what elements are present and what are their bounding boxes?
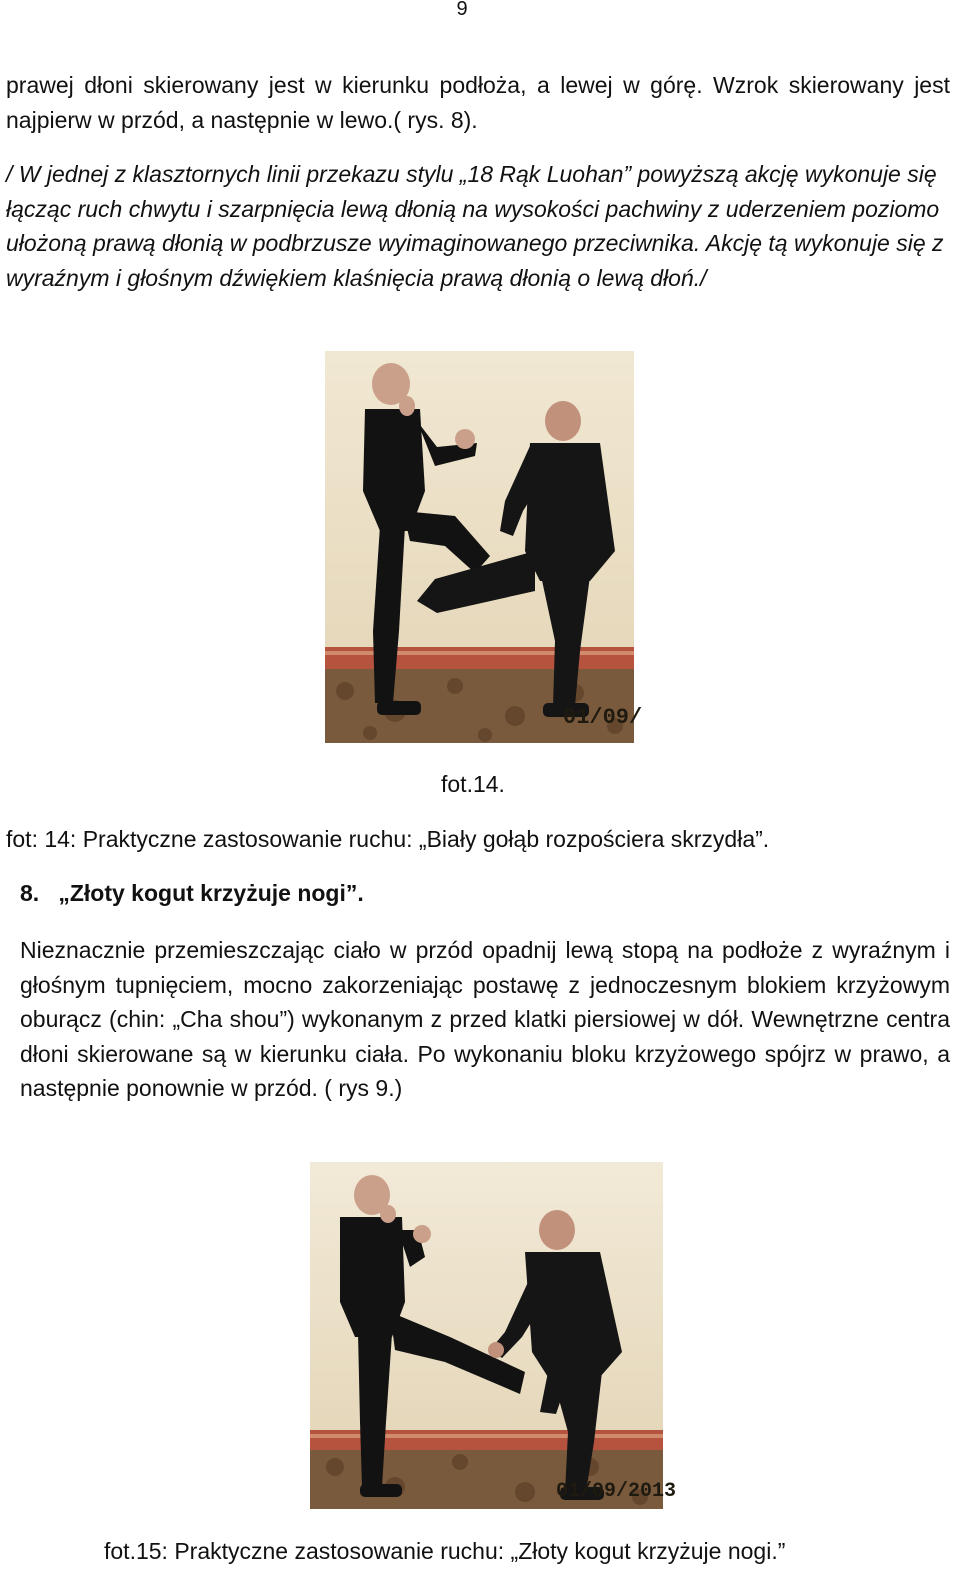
caption-fot-14: fot: 14: Praktyczne zastosowanie ruchu: „Biały gołąb rozpościera skrzydła”. [6,826,770,852]
paragraph-2-italic: / W jednej z klasztornych linii przekazu stylu „18 Rąk Luohan” powyższą akcję wykonuje się łącząc ruch chwytu i szarpnięcia lewą dłonią na wysokości pachwiny z uderzeniem poziomo ułożoną prawą dłonią w podbrzusze wyimaginowanego przeciwnika. Akcję tą wykonuje się z wyraźnym i głośnym dźwiękiem klaśnięcia prawą dłonią o lewą dłoń./ [6,161,944,291]
photo-1-label: fot.14. [441,771,505,797]
date-stamp-1: 01/09/ [563,705,643,730]
page-number: 9 [456,0,468,20]
photo-fot-14-illustration [325,351,643,743]
section-heading: 8. „Złoty kogut krzyżuje nogi”. [20,880,364,906]
caption-fot-15: fot.15: Praktyczne zastosowanie ruchu: „Złoty kogut krzyżuje nogi.” [104,1538,786,1564]
photo-fot-15 [310,1162,677,1509]
photo-fot-14 [325,351,643,743]
date-stamp-2: 01/09/2013 [556,1480,677,1503]
paragraph-3: Nieznacznie przemieszczając ciało w przód opadnij lewą stopą na podłoże z wyraźnym i głośnym tupnięciem, mocno zakorzeniając postawę z jednoczesnym blokiem krzyżowym oburącz (chin: „Cha shou”) wykonanym z przed klatki piersiowej w dół. Wewnętrzne centra dłoni skierowane są w kierunku ciała. Po wykonaniu bloku krzyżowego spójrz w prawo, a następnie ponownie w przód. ( rys 9.) [20,937,950,1101]
photo-fot-15-illustration [310,1162,677,1509]
paragraph-1: prawej dłoni skierowany jest w kierunku podłoża, a lewej w górę. Wzrok skierowany jest najpierw w przód, a następnie w lewo.( rys. 8). [6,72,950,133]
